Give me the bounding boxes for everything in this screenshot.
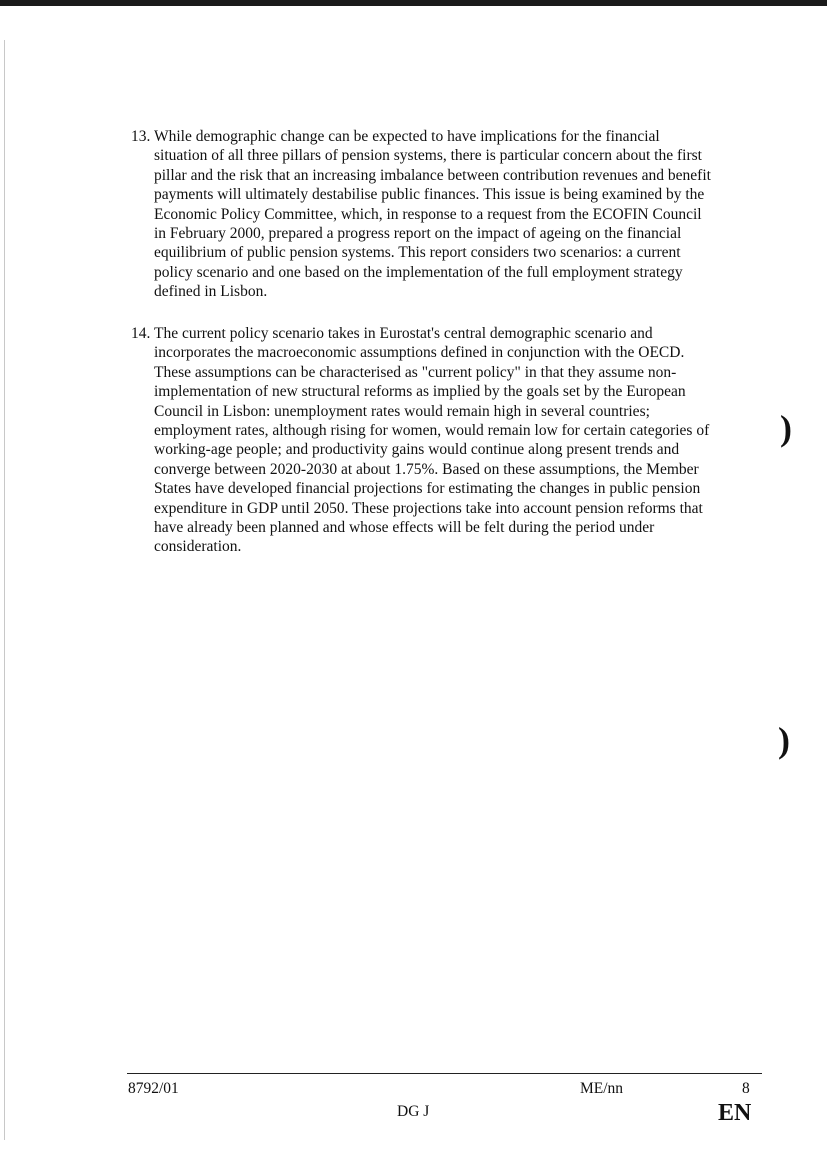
paragraph-13 [131, 127, 716, 302]
paragraph-14 [131, 324, 716, 557]
footer-language-code: EN [718, 1100, 752, 1126]
paragraph-number: 13. [131, 128, 151, 145]
scan-left-edge [4, 40, 5, 1140]
binder-hole-mark-lower: ) [778, 720, 790, 760]
footer-divider [127, 1073, 762, 1074]
footer-initials: ME/nn [580, 1080, 624, 1097]
footer-directorate: DG J [397, 1103, 430, 1120]
paragraph-text: While demographic change can be expected to have implications for the financial situation of all three pillars of pension systems, there is particular concern about the first pillar and the risk that an increasing imbalance between contribution revenues and benefit payments will ultimately destabilise public finances. This issue is being examined by the Economic Policy Committee, which, in response to a request from the ECOFIN Council in February 2000, prepared a progress report on the impact of ageing on the financial equilibrium of public pension systems. This report considers two scenarios: a current policy scenario and one based on the implementation of the full employment strategy defined in Lisbon. [154, 128, 711, 301]
scan-top-border [0, 0, 827, 6]
footer-doc-number: 8792/01 [128, 1080, 179, 1097]
binder-hole-mark-upper: ) [780, 408, 792, 448]
footer-page-number: 8 [742, 1080, 750, 1097]
paragraph-number: 14. [131, 325, 151, 342]
paragraph-text: The current policy scenario takes in Eurostat's central demographic scenario and incorporates the macroeconomic assumptions defined in conjunction with the OECD. These assumptions can be characterised as "current policy" in that they assume non-implementation of new structural reforms as implied by the goals set by the European Council in Lisbon: unemployment rates would remain high in several countries; employment rates, although rising for women, would remain low for certain categories of working-age people; and productivity gains would continue along present trends and converge between 2020-2030 at about 1.75%. Based on these assumptions, the Member States have developed financial projections for estimating the changes in public pension expenditure in GDP until 2050. These projections take into account pension reforms that have already been planned and whose effects will be felt during the period under consideration. [154, 325, 710, 556]
